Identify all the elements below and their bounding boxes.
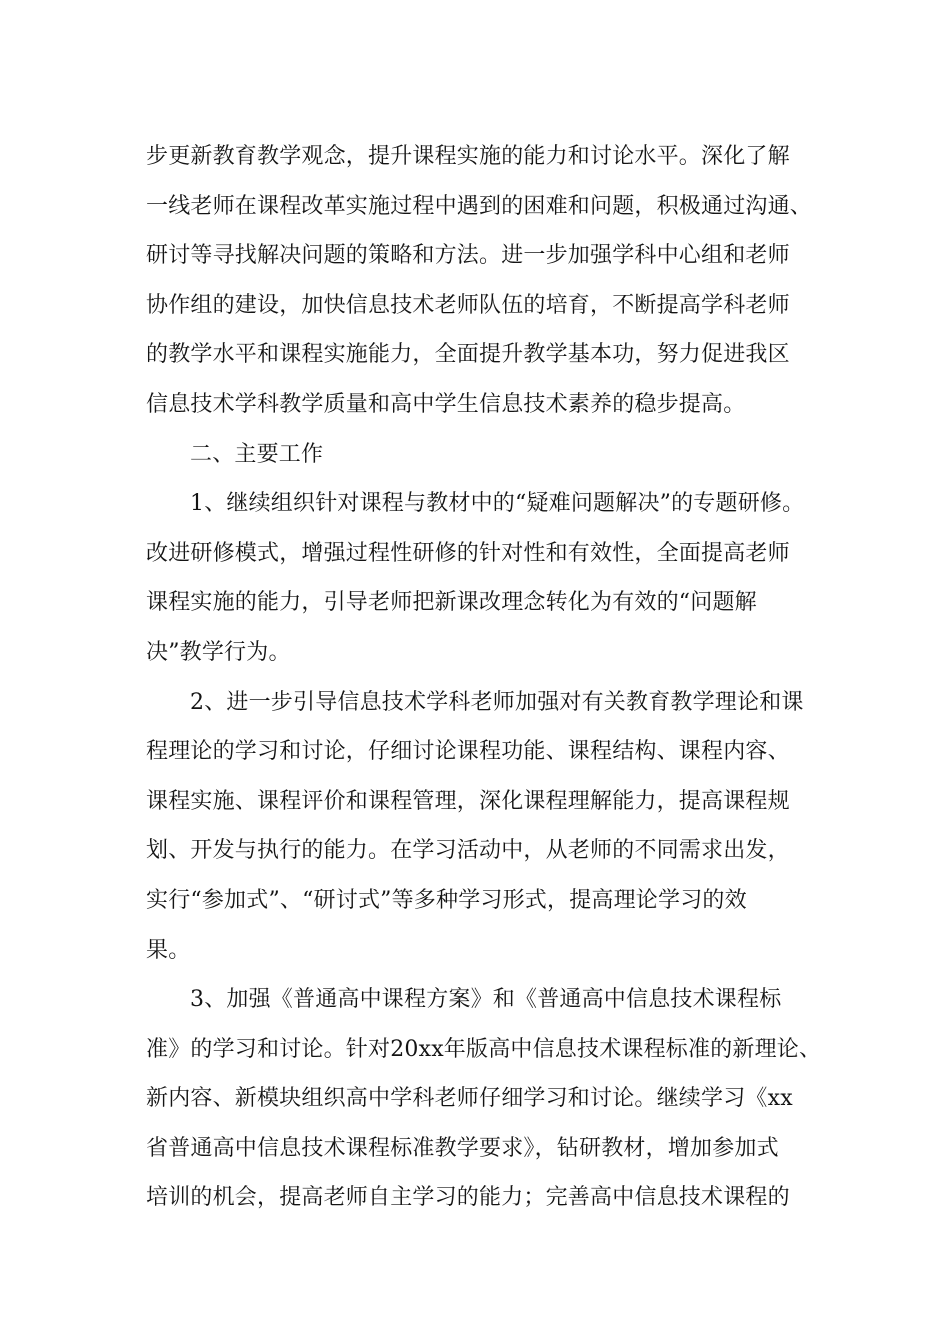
text-line: 一线老师在课程改革实施过程中遇到的困难和问题，积极通过沟通、 bbox=[146, 193, 813, 219]
text-line: 1、继续组织针对课程与教材中的“疑难问题解决”的专题研修。 bbox=[190, 491, 805, 517]
text-line: 改进研修模式，增强过程性研修的针对性和有效性，全面提高老师 bbox=[146, 540, 790, 566]
text-line: 实行“参加式”、“研讨式”等多种学习形式，提高理论学习的效 bbox=[146, 887, 747, 913]
text-line: 步更新教育教学观念，提升课程实施的能力和讨论水平。深化了解 bbox=[146, 144, 790, 169]
text-line: 课程实施的能力，引导老师把新课改理念转化为有效的“问题解 bbox=[146, 590, 757, 616]
text-line: 决”教学行为。 bbox=[146, 639, 291, 665]
text-line: 程理论的学习和讨论，仔细讨论课程功能、课程结构、课程内容、 bbox=[146, 739, 790, 765]
text-line: 省普通高中信息技术课程标准教学要求》，钻研教材，增加参加式 bbox=[146, 1135, 779, 1161]
text-line: 准》的学习和讨论。针对20xx年版高中信息技术课程标准的新理论、 bbox=[146, 1036, 822, 1062]
text-line: 二、主要工作 bbox=[190, 441, 324, 467]
text-line: 新内容、新模块组织高中学科老师仔细学习和讨论。继续学习《xx bbox=[146, 1086, 793, 1112]
text-line: 协作组的建设，加快信息技术老师队伍的培育，不断提高学科老师 bbox=[146, 292, 790, 318]
text-line: 信息技术学科教学质量和高中学生信息技术素养的稳步提高。 bbox=[146, 391, 746, 417]
text-line: 2、进一步引导信息技术学科老师加强对有关教育教学理论和课 bbox=[190, 689, 804, 715]
text-line: 研讨等寻找解决问题的策略和方法。进一步加强学科中心组和老师 bbox=[146, 243, 790, 269]
text-line: 培训的机会，提高老师自主学习的能力；完善高中信息技术课程的 bbox=[146, 1185, 790, 1211]
text-line: 3、加强《普通高中课程方案》和《普通高中信息技术课程标 bbox=[190, 987, 782, 1013]
text-line: 划、开发与执行的能力。在学习活动中，从老师的不同需求出发， bbox=[146, 838, 790, 864]
text-line: 的教学水平和课程实施能力，全面提升教学基本功，努力促进我区 bbox=[146, 342, 790, 368]
text-line: 果。 bbox=[146, 937, 191, 963]
text-line: 课程实施、课程评价和课程管理，深化课程理解能力，提高课程规 bbox=[146, 788, 790, 814]
document-body bbox=[146, 132, 846, 1223]
